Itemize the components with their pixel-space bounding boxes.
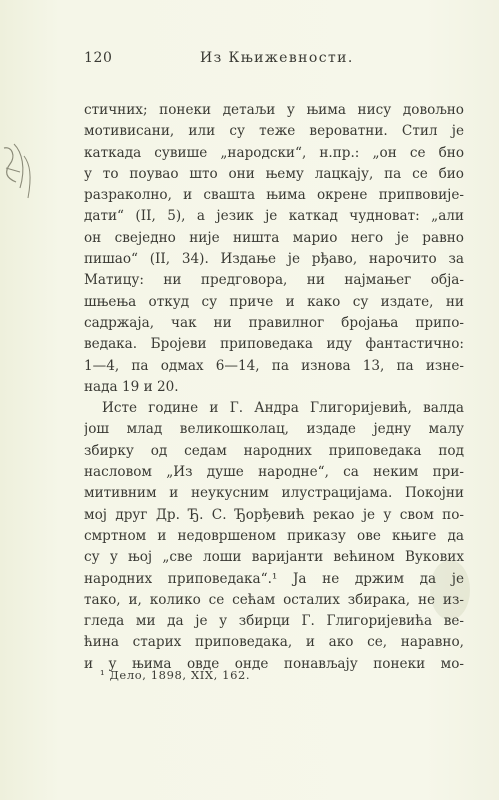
text-line: Исте године и Г. Андра Глигоријевић, валда (102, 400, 464, 417)
text-line: у то поувао што они њему лацкају, па се био (84, 165, 464, 182)
text-line: су у њој „све лоши варијанти већином Вукових (84, 549, 464, 566)
text-line: Матицу: ни предговора, ни најмањег обја- (84, 272, 464, 289)
text-line: тако, и, колико се сећам осталих збирака, не из- (84, 591, 464, 608)
page-number: 120 (84, 50, 113, 66)
text-line: народних приповедака“.¹ Ја не држим да је (84, 570, 464, 587)
text-line: смртном и недовршеном приказу ове књиге да (84, 527, 464, 544)
text-line: стичних; понеки детаљи у њима нису довољно (84, 102, 464, 118)
text-line: шњења откуд су приче и како су издате, ни (84, 293, 464, 310)
text-line: збирку од седам народних приповедака под (84, 442, 464, 459)
text-line: дати“ (II, 5), а језик је каткад чудноват: „али (84, 208, 464, 225)
text-line: разраколно, и свашта њима окрене припвовије- (84, 187, 464, 204)
text-line: ведака. Бројеви приповедака иду фантастично: (84, 336, 464, 353)
text-line: пишао“ (II, 34). Издање је рђаво, нарочито за (84, 251, 464, 268)
text-line: он свеједно није ништа марио него је равно (84, 229, 464, 246)
text-line: митивним и неукусним илустрацијама. Покојни (84, 485, 464, 502)
text-line: нада 19 и 20. (84, 378, 179, 395)
text-line: мотивисани, или су теже вероватни. Стил је (84, 123, 464, 140)
handwritten-margin-mark-icon (0, 138, 40, 208)
text-line: каткада сувише „народски“, н.пр.: „он се бно (84, 144, 464, 161)
text-line: мој друг Др. Ђ. С. Ђорђевић рекао је у свом по- (84, 506, 464, 523)
text-line: још млад великошколац, издаде једну малу (84, 421, 464, 438)
text-line: 1—4, па одмах 6—14, па изнова 13, па изне- (84, 357, 464, 374)
text-line: ћина старих приповедака, и ако се, наравно, (84, 634, 464, 651)
text-line: гледа ми да је у збирци Г. Глигоријевића ве- (84, 613, 464, 630)
footnote: ¹ Дело, 1898, XIX, 162. (100, 668, 251, 682)
running-header (84, 50, 464, 70)
text-line: и у њима овде онде понављају понеки мо- (84, 655, 464, 672)
text-line: садржаја, чак ни правилног бројања припо- (84, 314, 464, 331)
body-text (84, 100, 464, 675)
running-title: Из Књижевности. (200, 50, 354, 66)
text-line: насловом „Из душе народне“, са неким при- (84, 464, 464, 481)
